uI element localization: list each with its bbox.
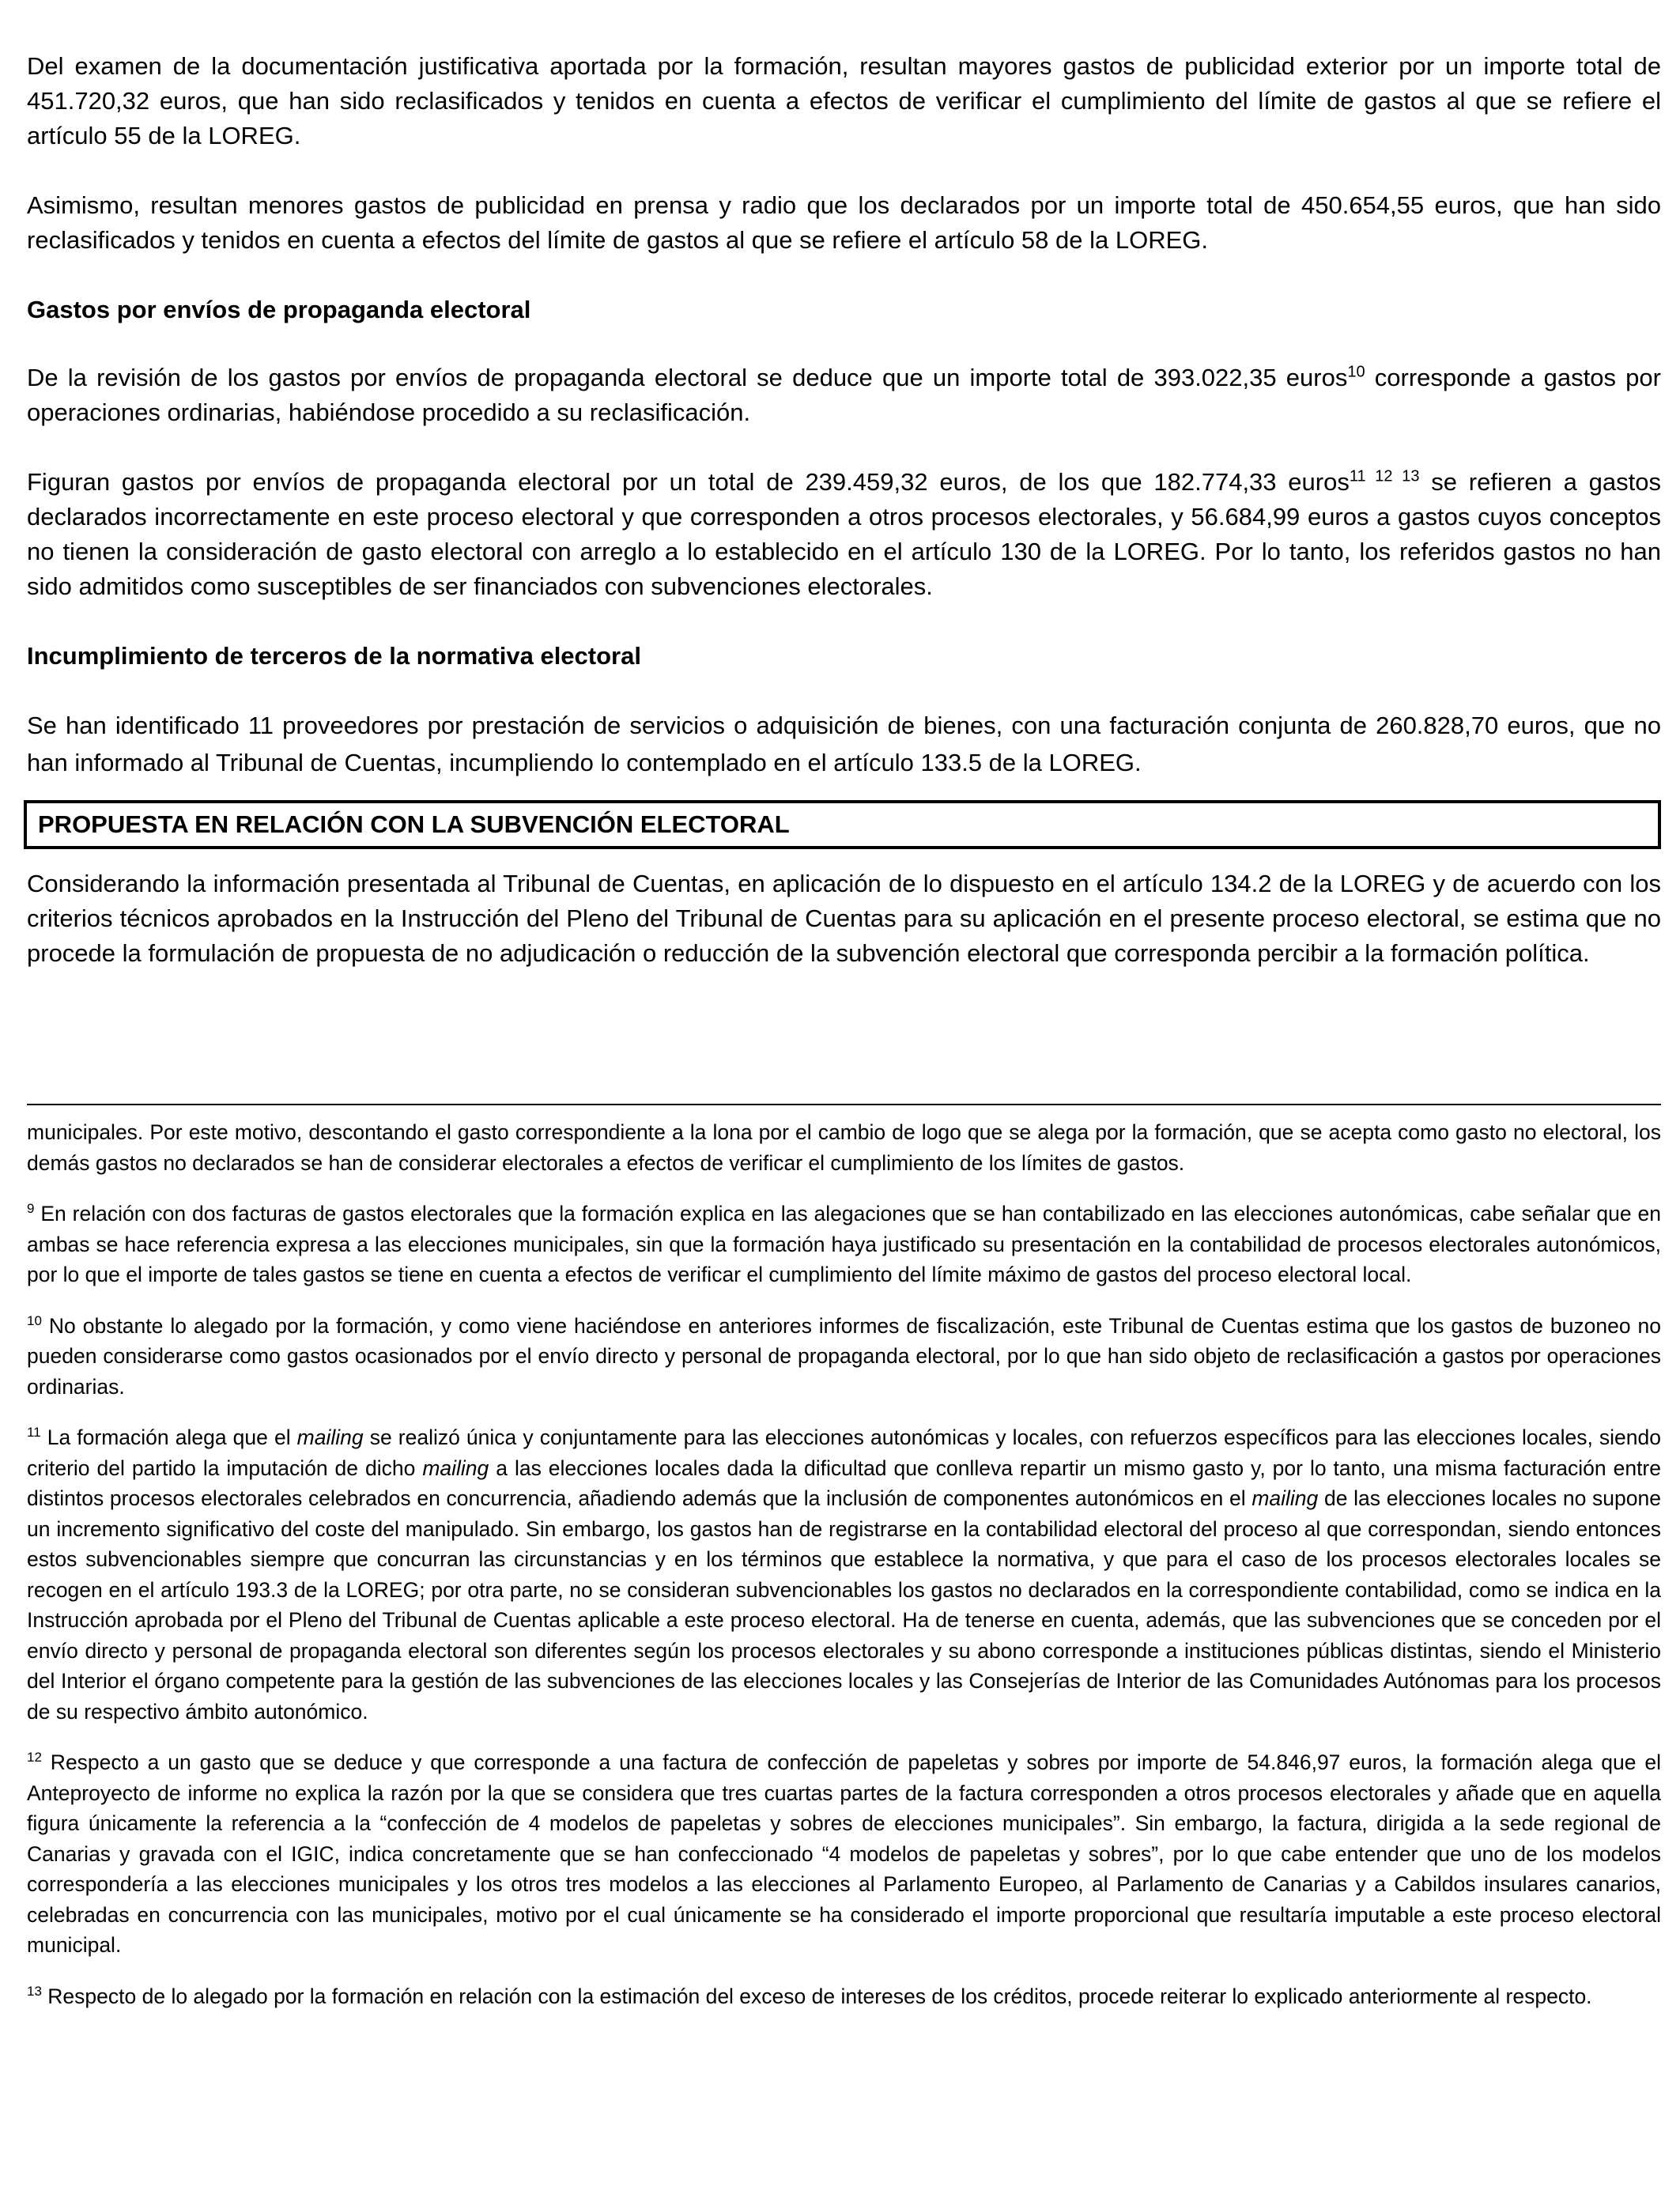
footnote-text: En relación con dos facturas de gastos electorales que la formación explica en las alegaciones que se han contabilizado en las elecciones autonómicas, cabe señalar que en ambas se hace referencia expresa a las elecciones municipales, sin que la formación haya justificado su presentación en la contabilidad de procesos electorales autonómicos, por lo que el importe de tales gastos se tiene en cuenta a efectos de verificar el cumplimiento del límite máximo de gastos del proceso electoral local. (27, 1202, 1661, 1286)
footnote-number: 12 (27, 1750, 42, 1765)
footnote-refs-11-12-13[interactable]: 11 12 13 (1349, 467, 1420, 485)
footnote-ref-10[interactable]: 10 (1347, 363, 1365, 381)
footnote-text: No obstante lo alegado por la formación, y como viene haciéndose en anteriores informes de fiscalización, este Tribunal de Cuentas estima que los gastos de buzoneo no pueden considerarse como gastos ocasionados por el envío directo y personal de propaganda electoral, por lo que han sido objeto de reclasificación a gastos por operaciones ordinarias. (27, 1313, 1661, 1399)
footnote-text: Respecto de lo alegado por la formación en relación con la estimación del exceso de intereses de los créditos, procede reiterar lo explicado anteriormente al respecto. (41, 1984, 1592, 2008)
footnote-number: 11 (27, 1425, 41, 1441)
paragraph-publicidad-exterior: Del examen de la documentación justificativa aportada por la formación, resultan mayores gastos de publicidad exterior por un importe total de 451.720,32 euros, que han sido reclasificados y tenidos en cuenta a efectos de verificar el cumplimiento del límite de gastos al que se refiere el artículo 55 de la LOREG. (27, 52, 1661, 149)
paragraph-envios-total (27, 465, 1661, 604)
italic-term: mailing (296, 1426, 364, 1449)
footnote-text: de las elecciones locales no supone un incremento significativo del coste del manipulado. Sin embargo, los gastos han de registrarse en la contabilidad electoral del proceso al que correspondan, siendo entonces estos subvencionables siempre que concurran las circunstancias y en los términos que establece la normativa, y que para el caso de los procesos electorales locales se recogen en el artículo 193.3 de la LOREG; por otra parte, no se consideran subvencionables los gastos no declarados en la correspondiente contabilidad, como se indica en la Instrucción aprobada por el Pleno del Tribunal de Cuentas aplicable a este proceso electoral. Ha de tenerse en cuenta, además, que las subvenciones que se conceden por el envío directo y personal de propaganda electoral son diferentes según los procesos electorales y su abono corresponde a instituciones públicas distintas, siendo el Ministerio del Interior el órgano competente para la gestión de las subvenciones de las elecciones locales y las Consejerías de Interior de las Comunidades Autónomas para los procesos de su respectivo ámbito autonómico. (27, 1486, 1661, 1724)
footnote-text: La formación alega que el (40, 1426, 297, 1449)
section-heading-incumplimiento: Incumplimiento de terceros de la normativa electoral (27, 642, 641, 670)
footnote-number: 13 (27, 1983, 42, 1999)
text: Figuran gastos por envíos de propaganda electoral por un total de 239.459,32 euros, de los que 182.774,33 euros (27, 468, 1350, 496)
footnote-11 (27, 1422, 1661, 1727)
footnote-12 (27, 1747, 1661, 1961)
footnote-continuation: municipales. Por este motivo, descontando el gasto correspondiente a la lona por el cambio de logo que se alega por la formación, que se acepta como gasto no electoral, los demás gastos no declarados se han de considerar electorales a efectos de verificar el cumplimiento de los límites de gastos. (27, 1120, 1661, 1175)
footnote-text: Respecto a un gasto que se deduce y que corresponde a una factura de confección de papeletas y sobres por importe de 54.846,97 euros, la formación alega que el Anteproyecto de informe no explica la razón por la que se considera que tres cuartas partes de la factura corresponden a otros procesos electorales y añade que en aquella figura únicamente la referencia a la “confección de 4 modelos de papeletas y sobres de elecciones municipales”. Sin embargo, la factura, dirigida a la sede regional de Canarias y gravada con el IGIC, indica concretamente que se han confeccionado “4 modelos de papeletas y sobres”, por lo que cabe entender que uno de los modelos correspondería a las elecciones municipales y los otros tres modelos a las elecciones al Parlamento Europeo, al Parlamento de Canarias y a Cabildos insulares canarios, celebradas en concurrencia con las municipales, motivo por el cual únicamente se ha considerado el importe proporcional que resultaría imputable a este proceso electoral municipal. (27, 1750, 1661, 1957)
footnote-number: 10 (27, 1312, 42, 1328)
italic-term: mailing (1252, 1486, 1319, 1510)
boxed-section-heading: PROPUESTA EN RELACIÓN CON LA SUBVENCIÓN ELECTORAL (24, 800, 1661, 849)
paragraph-proveedores: Se han identificado 11 proveedores por prestación de servicios o adquisición de bienes, con una facturación conjunta de 260.828,70 euros, que no han informado al Tribunal de Cuentas, incumpliendo lo contemplado en el artículo 133.5 de la LOREG. (27, 712, 1661, 776)
footnote-9 (27, 1199, 1661, 1290)
section-heading-envios: Gastos por envíos de propaganda electoral (27, 296, 531, 323)
footnote-13 (27, 1981, 1661, 2012)
text: se refieren a gastos declarados incorrectamente en este proceso electoral y que corresponden a otros procesos electorales, y 56.684,99 euros a gastos cuyos conceptos no tienen la consideración de gasto electoral con arreglo a lo establecido en el artículo 130 de la LOREG. Por lo tanto, los referidos gastos no han sido admitidos como susceptibles de ser financiados con subvenciones electorales. (27, 468, 1661, 600)
paragraph-envios-reclasificacion (27, 361, 1661, 430)
footnotes (27, 1117, 1661, 2032)
italic-term: mailing (422, 1456, 489, 1480)
footnote-text: se realizó única y conjuntamente para las elecciones autonómicas y locales, con refuerzos específicos para las elecciones locales, siendo criterio del partido la imputación de dicho (27, 1426, 1661, 1480)
document-body (27, 49, 1661, 971)
footnote-text: a las elecciones locales dada la dificultad que conlleva repartir un mismo gasto y, por lo tanto, una misma facturación entre distintos procesos electorales celebrados en concurrencia, añadiendo además que la inclusión de componentes autonómicos en el (27, 1456, 1661, 1510)
footnote-number: 9 (27, 1201, 35, 1217)
paragraph-prensa-radio: Asimismo, resultan menores gastos de publicidad en prensa y radio que los declarados por un importe total de 450.654,55 euros, que han sido reclasificados y tenidos en cuenta a efectos del límite de gastos al que se refiere el artículo 58 de la LOREG. (27, 191, 1661, 254)
text: De la revisión de los gastos por envíos de propaganda electoral se deduce que un importe total de 393.022,35 euros (27, 364, 1348, 391)
text: corresponde a gastos por operaciones ordinarias, habiéndose procedido a su reclasificación. (27, 364, 1661, 426)
footnote-10 (27, 1311, 1661, 1403)
paragraph-propuesta: Considerando la información presentada al Tribunal de Cuentas, en aplicación de lo dispuesto en el artículo 134.2 de la LOREG y de acuerdo con los criterios técnicos aprobados en la Instrucción del Pleno del Tribunal de Cuentas para su aplicación en el presente proceso electoral, se estima que no procede la formulación de propuesta de no adjudicación o reducción de la subvención electoral que corresponda percibir a la formación política. (27, 870, 1661, 967)
footnote-divider (27, 1104, 1661, 1105)
